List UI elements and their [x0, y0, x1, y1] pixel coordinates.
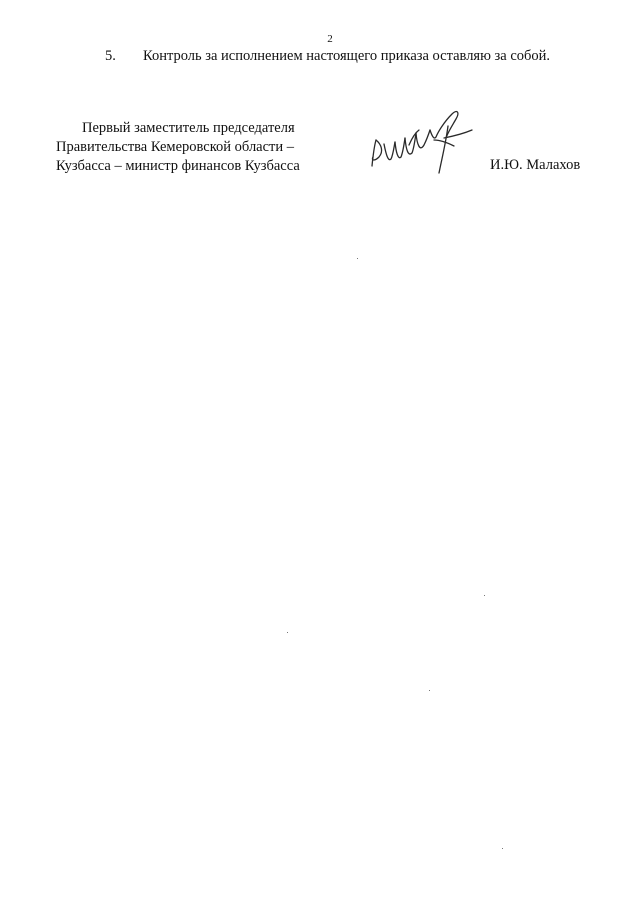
- signer-name: И.Ю. Малахов: [490, 157, 581, 173]
- order-item-5: [105, 47, 550, 65]
- page-number: 2: [327, 33, 333, 45]
- position-line-3: Кузбасса – министр финансов Кузбасса: [56, 158, 300, 174]
- handwritten-signature: [362, 100, 474, 180]
- signer-position: [56, 119, 356, 176]
- position-line-2: Правительства Кемеровской области –: [56, 139, 295, 155]
- scan-speck: [484, 595, 485, 596]
- item-number: 5.: [105, 48, 116, 64]
- scan-speck: [287, 632, 288, 633]
- scan-speck: [429, 690, 430, 691]
- position-line-1: Первый заместитель председателя: [82, 120, 295, 136]
- item-text: Контроль за исполнением настоящего приказа оставляю за собой.: [143, 48, 551, 64]
- scan-speck: [357, 258, 358, 259]
- scan-speck: [502, 848, 503, 849]
